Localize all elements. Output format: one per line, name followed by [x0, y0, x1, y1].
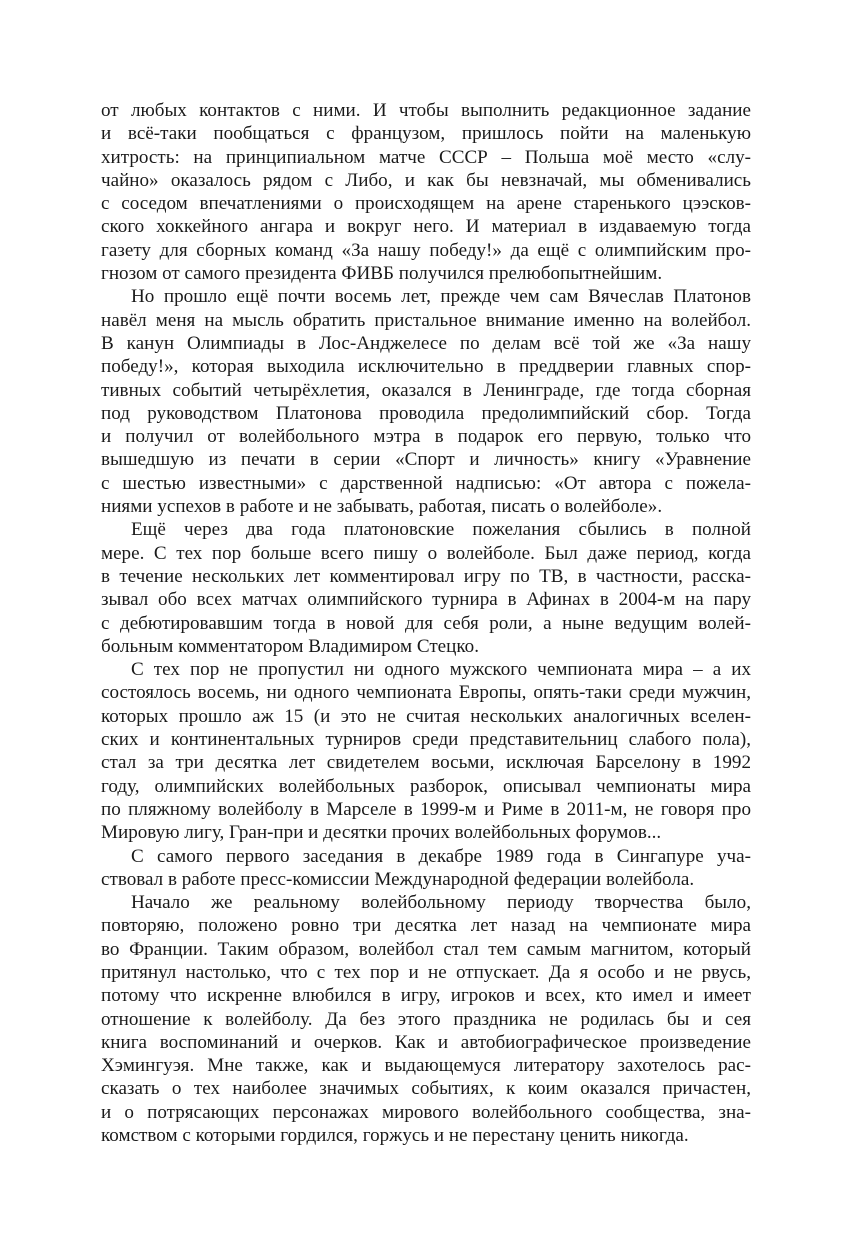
text-line: от любых контактов с ними. И чтобы выполнить редакционное задание: [101, 100, 751, 121]
text-line: Ещё через два года платоновские пожелания сбылись в полной: [131, 519, 751, 541]
text-line: навёл меня на мысль обратить пристальное внимание именно на волейбол.: [101, 309, 751, 331]
text-line: В канун Олимпиады в Лос-Анджелесе по делам всё той же «За нашу: [101, 332, 751, 354]
text-line: под руководством Платонова проводила предолимпийский сбор. Тогда: [101, 402, 751, 424]
text-line: ского хоккейного ангара и вокруг него. И материал в издаваемую тогда: [101, 216, 751, 238]
text-line: С самого первого заседания в декабре 1989 года в Сингапуре уча-: [131, 845, 751, 867]
paragraph: [101, 845, 751, 892]
paragraph: [101, 518, 751, 658]
page-text: [101, 99, 751, 1147]
text-line: с дебютировавшим тогда в новой для себя роли, а ныне ведущим волей-: [101, 612, 751, 634]
text-line: книга воспоминаний и очерков. Как и автобиографическое произведение: [101, 1031, 751, 1053]
text-line: с соседом впечатлениями о происходящем на арене старенького цээсков-: [101, 193, 751, 215]
paragraph: [101, 658, 751, 844]
text-line: зывал обо всех матчах олимпийского турнира в Афинах в 2004-м на пару: [101, 589, 751, 611]
text-line: состоялось восемь, ни одного чемпионата Европы, опять-таки среди мужчин,: [101, 682, 751, 704]
text-line: хитрость: на принципиальном матче СССР – Польша моё место «слу-: [101, 146, 751, 168]
text-line: с шестью известными» с дарственной надписью: «От автора с пожела-: [101, 472, 751, 494]
text-line: Хэмингуэя. Мне также, как и выдающемуся литератору захотелось рас-: [101, 1055, 751, 1077]
text-line: и получил от волейбольного мэтра в подарок его первую, только что: [101, 426, 751, 448]
paragraph: [101, 99, 751, 285]
text-line: которых прошло аж 15 (и это не считая нескольких аналогичных вселен-: [101, 705, 751, 727]
text-line: сказать о тех наиболее значимых событиях, к коим оказался причастен,: [101, 1078, 751, 1100]
text-line: ствовал в работе пресс-комиссии Международной федерации волейбола.: [101, 868, 695, 890]
text-line: Но прошло ещё почти восемь лет, прежде чем сам Вячеслав Платонов: [131, 286, 751, 308]
text-line: тивных событий четырёхлетия, оказался в Ленинграде, где тогда сборная: [101, 379, 751, 401]
text-line: и о потрясающих персонажах мирового волейбольного сообщества, зна-: [101, 1101, 751, 1123]
paragraph: [101, 891, 751, 1147]
paragraph: [101, 285, 751, 518]
text-line: победу!», которая выходила исключительно в преддверии главных спор-: [101, 356, 751, 378]
text-line: комством с которыми гордился, горжусь и не перестану ценить никогда.: [101, 1125, 689, 1147]
text-line: Мировую лигу, Гран-при и десятки прочих волейбольных форумов...: [101, 822, 662, 844]
text-line: во Франции. Таким образом, волейбол стал тем самым магнитом, который: [101, 938, 751, 960]
text-line: повторяю, положено ровно три десятка лет назад на чемпионате мира: [101, 915, 751, 937]
text-line: чайно» оказалось рядом с Либо, и как бы невзначай, мы обменивались: [101, 169, 751, 191]
text-line: газету для сборных команд «За нашу победу!» да ещё с олимпийским про-: [101, 239, 751, 261]
text-line: притянул настолько, что с тех пор и не отпускает. Да я особо и не рвусь,: [101, 961, 751, 983]
text-line: Начало же реальному волейбольному периоду творчества было,: [131, 892, 751, 914]
text-line: отношение к волейболу. Да без этого праздника не родилась бы и сея: [101, 1008, 751, 1030]
text-line: и всё-таки пообщаться с французом, пришлось пойти на маленькую: [101, 123, 751, 145]
text-line: больным комментатором Владимиром Стецко.: [101, 635, 479, 657]
text-line: гнозом от самого президента ФИВБ получился прелюбопытнейшим.: [101, 263, 663, 285]
text-line: ниями успехов в работе и не забывать, работая, писать о волейболе».: [101, 496, 663, 518]
text-line: мере. С тех пор больше всего пишу о волейболе. Был даже период, когда: [101, 542, 751, 564]
text-line: по пляжному волейболу в Марселе в 1999-м и Риме в 2011-м, не говоря про: [101, 798, 751, 820]
text-line: С тех пор не пропустил ни одного мужского чемпионата мира – а их: [131, 659, 751, 681]
text-line: вышедшую из печати в серии «Спорт и личность» книгу «Уравнение: [101, 449, 751, 471]
text-line: стал за три десятка лет свидетелем восьми, исключая Барселону в 1992: [101, 752, 751, 774]
text-line: году, олимпийских волейбольных разборок, описывал чемпионаты мира: [101, 775, 751, 797]
text-line: в течение нескольких лет комментировал игру по ТВ, в частности, расска-: [101, 565, 751, 587]
text-line: ских и континентальных турниров среди представительниц слабого пола),: [101, 729, 751, 751]
text-line: потому что искренне влюбился в игру, игроков и всех, кто имел и имеет: [101, 985, 751, 1007]
